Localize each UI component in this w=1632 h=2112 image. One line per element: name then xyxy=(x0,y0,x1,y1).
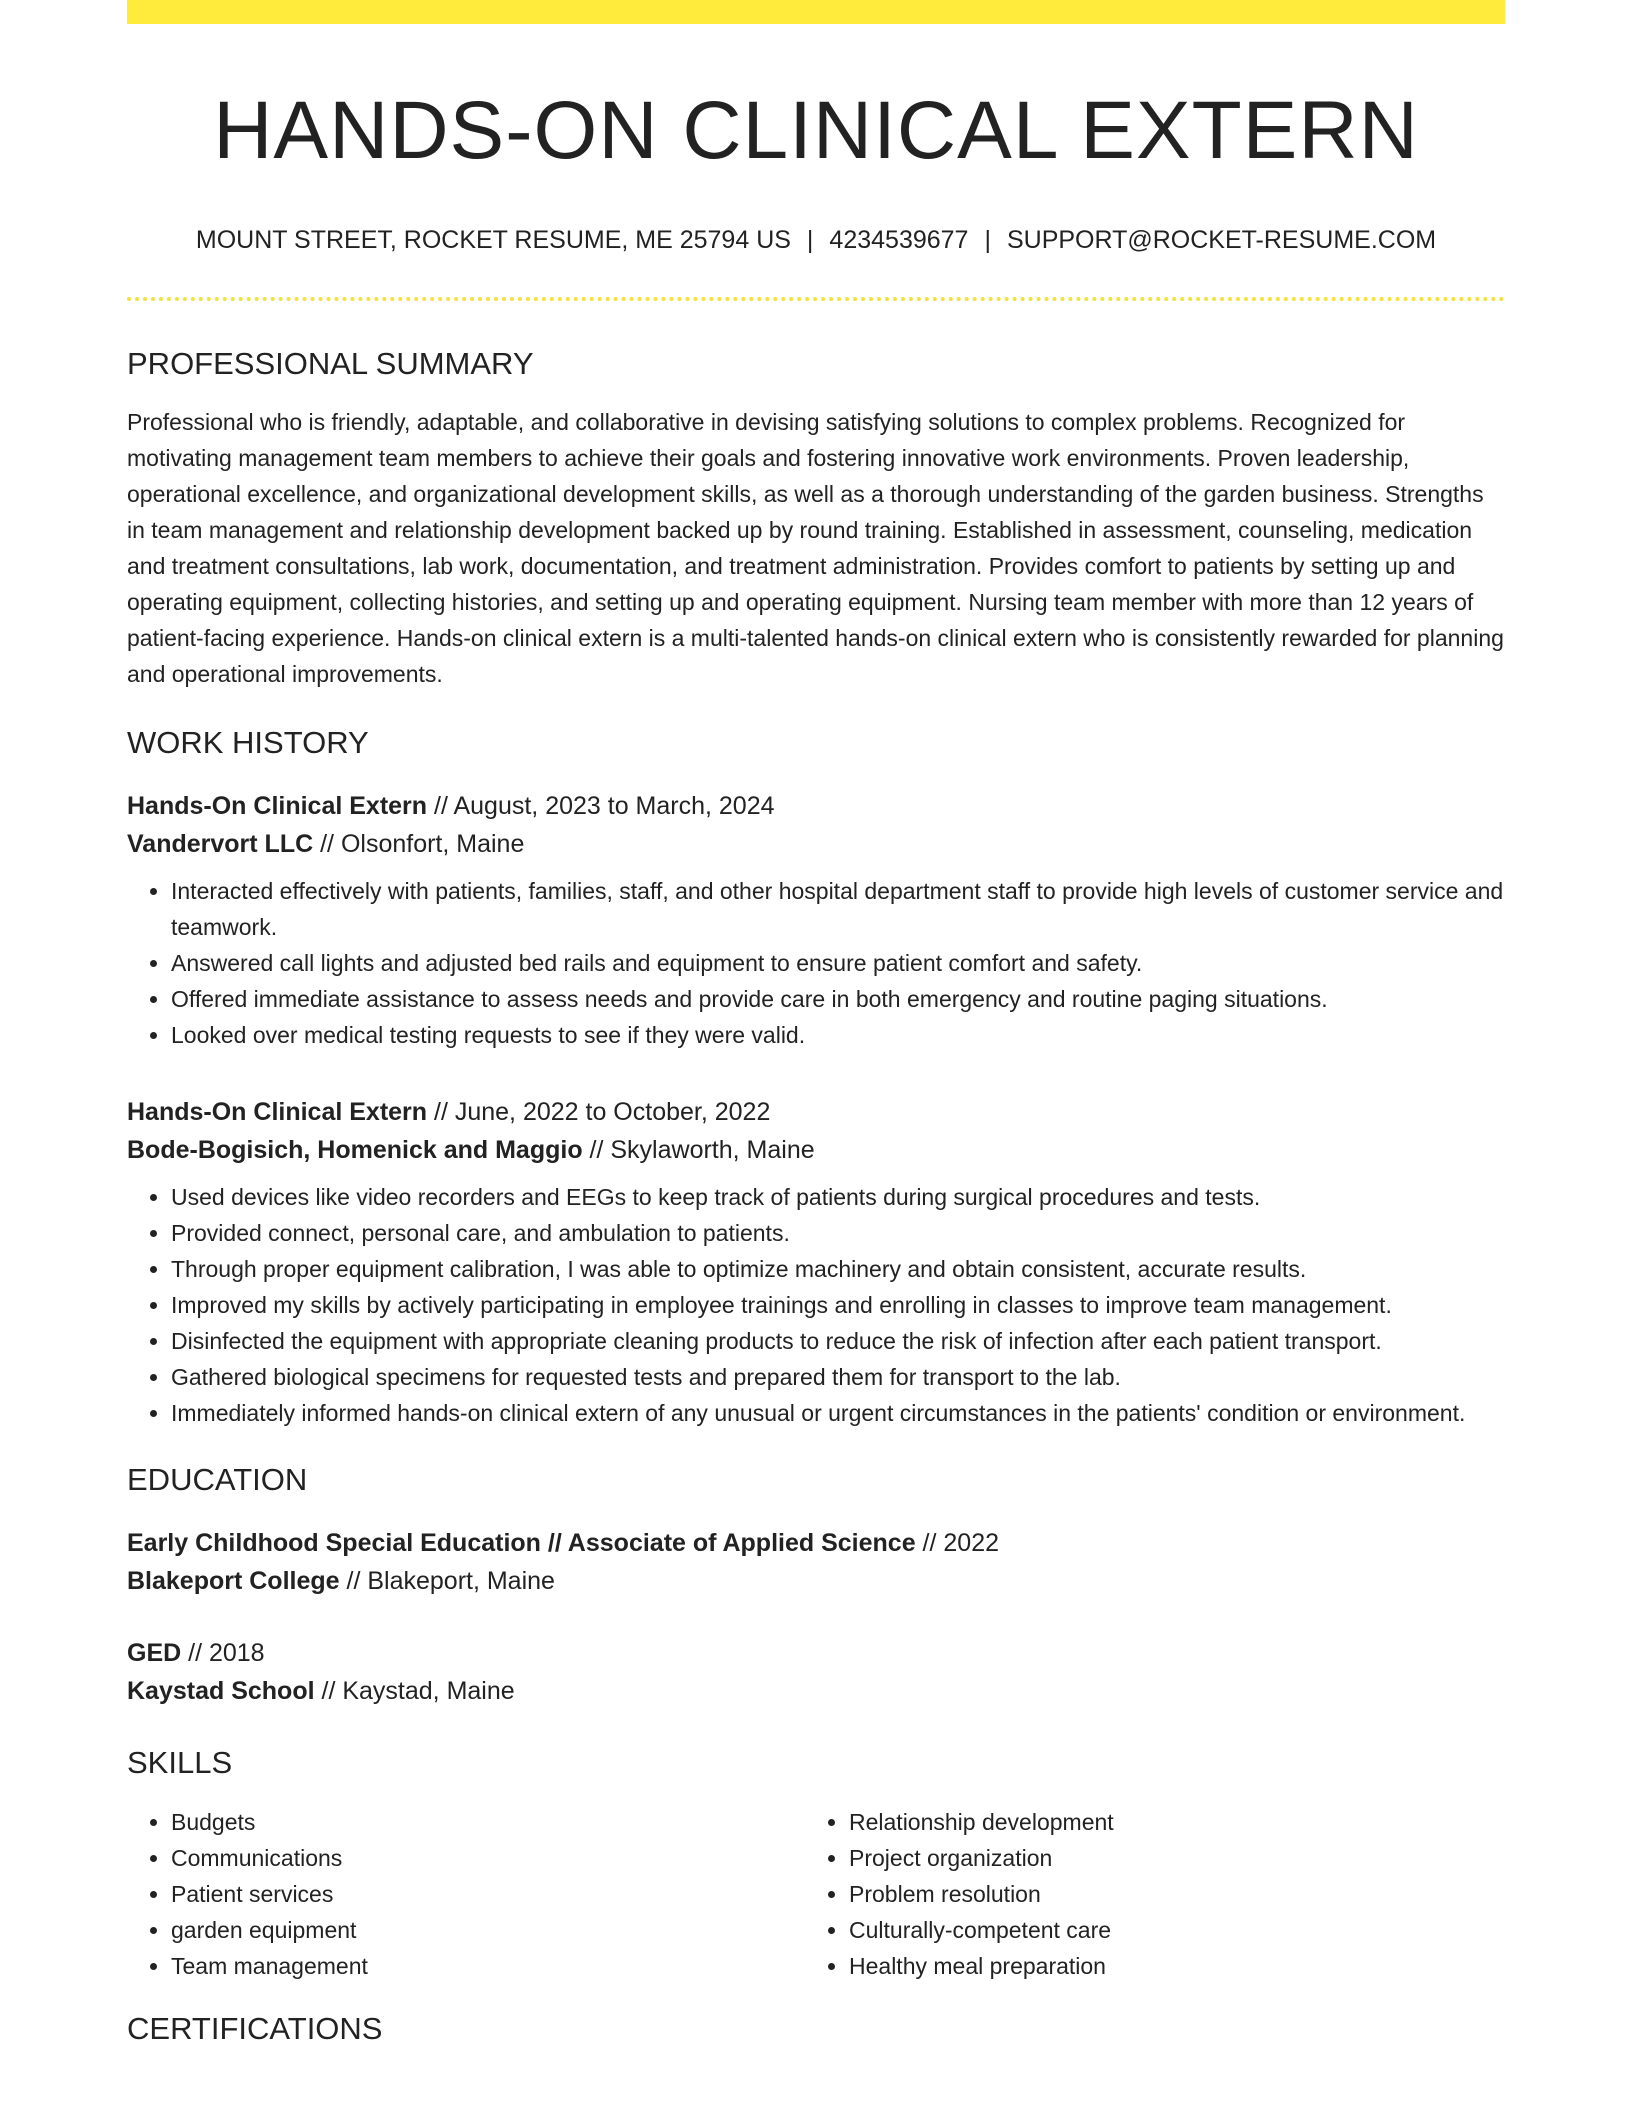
job-bullet: • Looked over medical testing requests to see if they were valid. xyxy=(171,1017,1505,1053)
education-entry xyxy=(127,1634,1505,1710)
job-bullet: • Provided connect, personal care, and ambulation to patients. xyxy=(171,1215,1505,1251)
job-company-line xyxy=(127,825,1505,863)
skill-item: • Relationship development xyxy=(849,1804,1483,1840)
skill-item: • Problem resolution xyxy=(849,1876,1483,1912)
header-divider xyxy=(127,297,1505,301)
job-title-line xyxy=(127,1093,1505,1131)
education-location: // Kaystad, Maine xyxy=(314,1677,515,1706)
skills-column-left xyxy=(127,1804,805,1984)
education-heading: EDUCATION xyxy=(127,1462,308,1498)
certifications-heading: CERTIFICATIONS xyxy=(127,2010,383,2046)
skill-item: • Budgets xyxy=(171,1804,805,1840)
contact-address: MOUNT STREET, ROCKET RESUME, ME 25794 US xyxy=(195,226,791,255)
job-location: // Olsonfort, Maine xyxy=(313,830,525,859)
skill-item: • Project organization xyxy=(849,1840,1483,1876)
contact-line xyxy=(127,224,1505,257)
education-degree: GED xyxy=(127,1639,182,1668)
education-school: Kaystad School xyxy=(127,1677,315,1706)
education-school: Blakeport College xyxy=(127,1567,340,1596)
skill-item: • Culturally-competent care xyxy=(849,1912,1483,1948)
education-year: // 2022 xyxy=(915,1529,1000,1558)
skill-item: • Communications xyxy=(171,1840,805,1876)
skill-item: • Team management xyxy=(171,1948,805,1984)
job-dates: // August, 2023 to March, 2024 xyxy=(427,792,775,821)
summary-text: Professional who is friendly, adaptable, and collaborative in devising satisfying solutions to complex problems. Recognized for motivating management team members to achieve their goals and fostering innovative work environments. Proven leadership, operational excellence, and organizational development skills, as well as a thorough understanding of the garden business. Strengths in team management and relationship development backed up by round training. Established in assessment, counseling, medication and treatment consultations, lab work, documentation, and treatment administration. Provides comfort to patients by setting up and operating equipment, collecting histories, and setting up and operating equipment. Nursing team member with more than 12 years of patient-facing experience. Hands-on clinical extern is a multi-talented hands-on clinical extern who is consistently rewarded for planning and operational improvements. xyxy=(127,409,1504,688)
education-school-line xyxy=(127,1672,1505,1710)
job-company: Bode-Bogisich, Homenick and Maggio xyxy=(127,1136,583,1165)
contact-email: SUPPORT@ROCKET-RESUME.COM xyxy=(1006,226,1437,255)
job-entry xyxy=(127,1093,1505,1431)
skill-item: • Patient services xyxy=(171,1876,805,1912)
candidate-name: HANDS-ON CLINICAL EXTERN xyxy=(213,85,1419,176)
education-location: // Blakeport, Maine xyxy=(339,1567,555,1596)
job-bullet: • Through proper equipment calibration, I was able to optimize machinery and obtain consistent, accurate results. xyxy=(171,1251,1505,1287)
skills-heading: SKILLS xyxy=(127,1745,233,1781)
accent-bar xyxy=(127,0,1505,24)
skills-column-right xyxy=(805,1804,1483,1984)
education-year: // 2018 xyxy=(181,1639,265,1668)
job-dates: // June, 2022 to October, 2022 xyxy=(427,1098,771,1127)
job-bullet: • Answered call lights and adjusted bed rails and equipment to ensure patient comfort and safety. xyxy=(171,945,1505,981)
job-title-line xyxy=(127,787,1505,825)
job-bullets xyxy=(127,1179,1505,1431)
education-degree-line xyxy=(127,1634,1505,1672)
job-role: Hands-On Clinical Extern xyxy=(127,1098,428,1127)
job-bullet: • Improved my skills by actively participating in employee trainings and enrolling in classes to improve team management. xyxy=(171,1287,1505,1323)
education-entry xyxy=(127,1524,1505,1600)
job-entry xyxy=(127,787,1505,1053)
job-bullet: • Immediately informed hands-on clinical extern of any unusual or urgent circumstances in the patients' condition or environment. xyxy=(171,1395,1505,1431)
job-company-line xyxy=(127,1131,1505,1169)
job-role: Hands-On Clinical Extern xyxy=(127,792,428,821)
job-bullet: • Gathered biological specimens for requested tests and prepared them for transport to the lab. xyxy=(171,1359,1505,1395)
job-bullet: • Used devices like video recorders and EEGs to keep track of patients during surgical procedures and tests. xyxy=(171,1179,1505,1215)
skill-item: • garden equipment xyxy=(171,1912,805,1948)
job-bullet: • Interacted effectively with patients, families, staff, and other hospital department staff to provide high levels of customer service and teamwork. xyxy=(171,873,1505,945)
education-school-line xyxy=(127,1562,1505,1600)
skills-grid xyxy=(127,1804,1505,1984)
contact-separator: | xyxy=(806,226,814,255)
summary-heading: PROFESSIONAL SUMMARY xyxy=(127,345,534,381)
job-company: Vandervort LLC xyxy=(127,830,314,859)
job-bullet: • Offered immediate assistance to assess needs and provide care in both emergency and routine paging situations. xyxy=(171,981,1505,1017)
education-degree-line xyxy=(127,1524,1505,1562)
job-bullets xyxy=(127,873,1505,1053)
job-bullet: • Disinfected the equipment with appropriate cleaning products to reduce the risk of infection after each patient transport. xyxy=(171,1323,1505,1359)
job-location: // Skylaworth, Maine xyxy=(582,1136,815,1165)
skill-item: • Healthy meal preparation xyxy=(849,1948,1483,1984)
resume-page xyxy=(127,0,1505,2047)
contact-separator: | xyxy=(984,226,991,255)
contact-phone: 4234539677 xyxy=(829,226,969,255)
education-degree: Early Childhood Special Education // Associate of Applied Science xyxy=(127,1529,916,1558)
work-history-heading: WORK HISTORY xyxy=(127,725,369,761)
